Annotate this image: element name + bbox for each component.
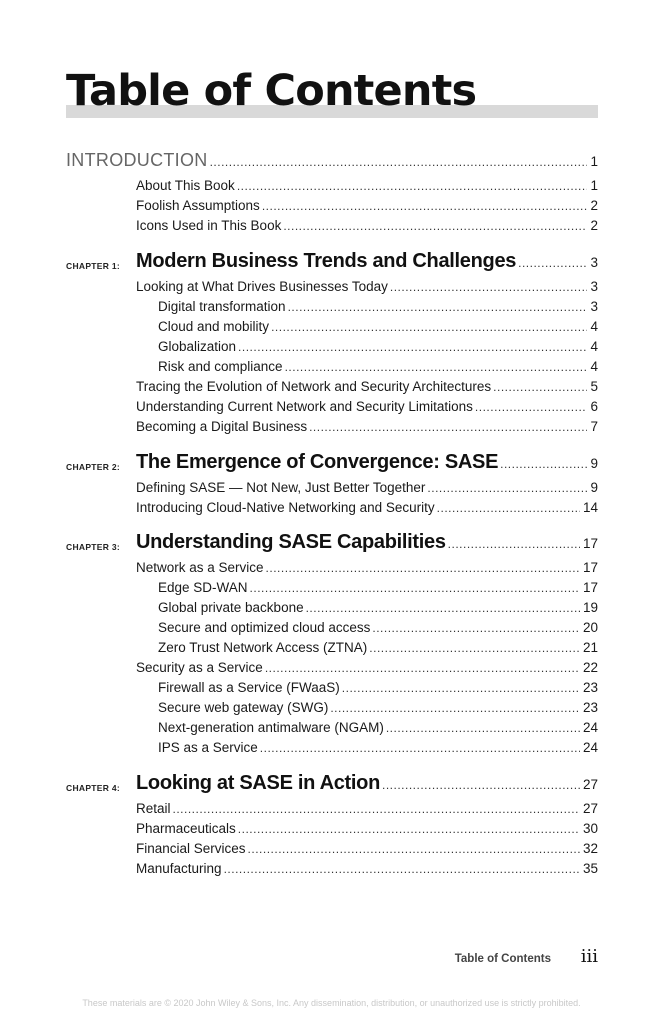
toc-page-number: 14 (582, 500, 598, 515)
toc-page-number: 4 (590, 339, 598, 354)
dot-leader (448, 537, 580, 551)
dot-leader (173, 802, 580, 816)
dot-leader (330, 701, 580, 715)
dot-leader (493, 380, 587, 394)
toc-entry-title: Manufacturing (136, 861, 222, 876)
toc-entry-title: Becoming a Digital Business (136, 419, 308, 434)
dot-leader (386, 721, 580, 735)
toc-entry-title: Foolish Assumptions (136, 198, 260, 213)
toc-page-number: 4 (590, 319, 598, 334)
toc-page-number: 35 (582, 861, 598, 876)
toc-page-number: 3 (590, 299, 598, 314)
toc-entry-title: Pharmaceuticals (136, 821, 236, 836)
dot-leader (372, 621, 580, 635)
dot-leader (306, 601, 580, 615)
toc-entry-title: Financial Services (136, 841, 246, 856)
toc-entry-title: Firewall as a Service (FWaaS) (158, 680, 340, 695)
dot-leader (262, 199, 588, 213)
toc-page-number: 20 (582, 620, 598, 635)
page-header (66, 62, 598, 120)
toc-entry-title: Cloud and mobility (158, 319, 270, 334)
toc-page-number: 19 (582, 600, 598, 615)
toc-entry-title: Global private backbone (158, 600, 304, 615)
toc-page-number: 21 (582, 640, 598, 655)
dot-leader (283, 219, 587, 233)
chapter-title: The Emergence of Convergence: SASE (136, 451, 499, 473)
dot-leader (237, 179, 588, 193)
dot-leader (500, 457, 587, 471)
toc-page-number: 24 (582, 740, 598, 755)
toc-entry-title: About This Book (136, 178, 235, 193)
toc-entry-title: Introducing Cloud-Native Networking and Security (136, 500, 435, 515)
toc-page-number: 6 (590, 399, 598, 414)
footer-page-number: iii (580, 946, 598, 967)
dot-leader (260, 741, 580, 755)
toc-entry-title: Digital transformation (158, 299, 286, 314)
toc-page-number: 1 (590, 178, 598, 193)
toc-page-number: 24 (582, 720, 598, 735)
chapter-title: Looking at SASE in Action (136, 772, 380, 794)
toc-introduction-title: INTRODUCTION (66, 150, 208, 170)
dot-leader (309, 420, 587, 434)
running-footer-title: Table of Contents (454, 953, 551, 965)
toc-page-number: 27 (582, 777, 598, 792)
toc-page-number: 32 (582, 841, 598, 856)
toc-page-number: 9 (590, 480, 598, 495)
toc-page-number: 2 (590, 198, 598, 213)
toc-entry-title: Secure and optimized cloud access (158, 620, 371, 635)
dot-leader (518, 256, 587, 270)
dot-leader (210, 155, 588, 169)
toc-leader-line (66, 150, 598, 171)
toc-entry-title: Icons Used in This Book (136, 218, 282, 233)
chapter-label: CHAPTER 1: (66, 261, 121, 271)
dot-leader (342, 681, 580, 695)
page-title: Table of Contents (66, 66, 477, 116)
dot-leader (475, 400, 588, 414)
dot-leader (248, 842, 580, 856)
toc-page-number: 2 (590, 218, 598, 233)
toc-entry-title: Zero Trust Network Access (ZTNA) (158, 640, 368, 655)
toc-entry-title: Next-generation antimalware (NGAM) (158, 720, 384, 735)
dot-leader (265, 661, 580, 675)
chapter-title: Understanding SASE Capabilities (136, 531, 446, 553)
toc-entry-title: Edge SD-WAN (158, 580, 248, 595)
dot-leader (271, 320, 587, 334)
toc-page-number: 1 (590, 154, 598, 169)
toc-entry-title: IPS as a Service (158, 740, 258, 755)
dot-leader (250, 581, 580, 595)
dot-leader (238, 340, 587, 354)
copyright-notice: These materials are © 2020 John Wiley & Sons, Inc. Any dissemination, distribution, or unauthorized use is strictly prohibited. (82, 998, 581, 1008)
dot-leader (437, 501, 580, 515)
toc-entry-title: Defining SASE — Not New, Just Better Together (136, 480, 426, 495)
toc-page-number: 23 (582, 680, 598, 695)
toc-page-number: 17 (582, 580, 598, 595)
toc-page-number: 3 (590, 255, 598, 270)
dot-leader (288, 300, 588, 314)
toc-entry-title: Tracing the Evolution of Network and Security Architectures (136, 379, 492, 394)
dot-leader (382, 778, 580, 792)
toc-entry-title: Secure web gateway (SWG) (158, 700, 329, 715)
dot-leader (238, 822, 580, 836)
toc-entry-title: Understanding Current Network and Security Limitations (136, 399, 473, 414)
toc-entry-title: Looking at What Drives Businesses Today (136, 279, 388, 294)
toc-page-number: 7 (590, 419, 598, 434)
toc-page-number: 27 (582, 801, 598, 816)
dot-leader (369, 641, 580, 655)
toc-page-number: 30 (582, 821, 598, 836)
toc-page-number: 3 (590, 279, 598, 294)
toc-entry-title: Risk and compliance (158, 359, 283, 374)
chapter-label: CHAPTER 3: (66, 542, 121, 552)
toc-page-number: 5 (590, 379, 598, 394)
toc-entry-title: Globalization (158, 339, 237, 354)
toc-entry-title: Security as a Service (136, 660, 263, 675)
chapter-label: CHAPTER 4: (66, 783, 121, 793)
toc-page-number: 4 (590, 359, 598, 374)
toc-entry-title: Retail (136, 801, 171, 816)
toc-page-number: 23 (582, 700, 598, 715)
toc-entry-title: Network as a Service (136, 560, 264, 575)
dot-leader (224, 862, 580, 876)
dot-leader (427, 481, 587, 495)
toc-page-number: 17 (582, 560, 598, 575)
dot-leader (285, 360, 588, 374)
toc-page-number: 17 (582, 536, 598, 551)
toc-page-number: 22 (582, 660, 598, 675)
dot-leader (266, 561, 580, 575)
chapter-title: Modern Business Trends and Challenges (136, 250, 517, 272)
chapter-label: CHAPTER 2: (66, 462, 121, 472)
toc-page-number: 9 (590, 456, 598, 471)
dot-leader (390, 280, 588, 294)
